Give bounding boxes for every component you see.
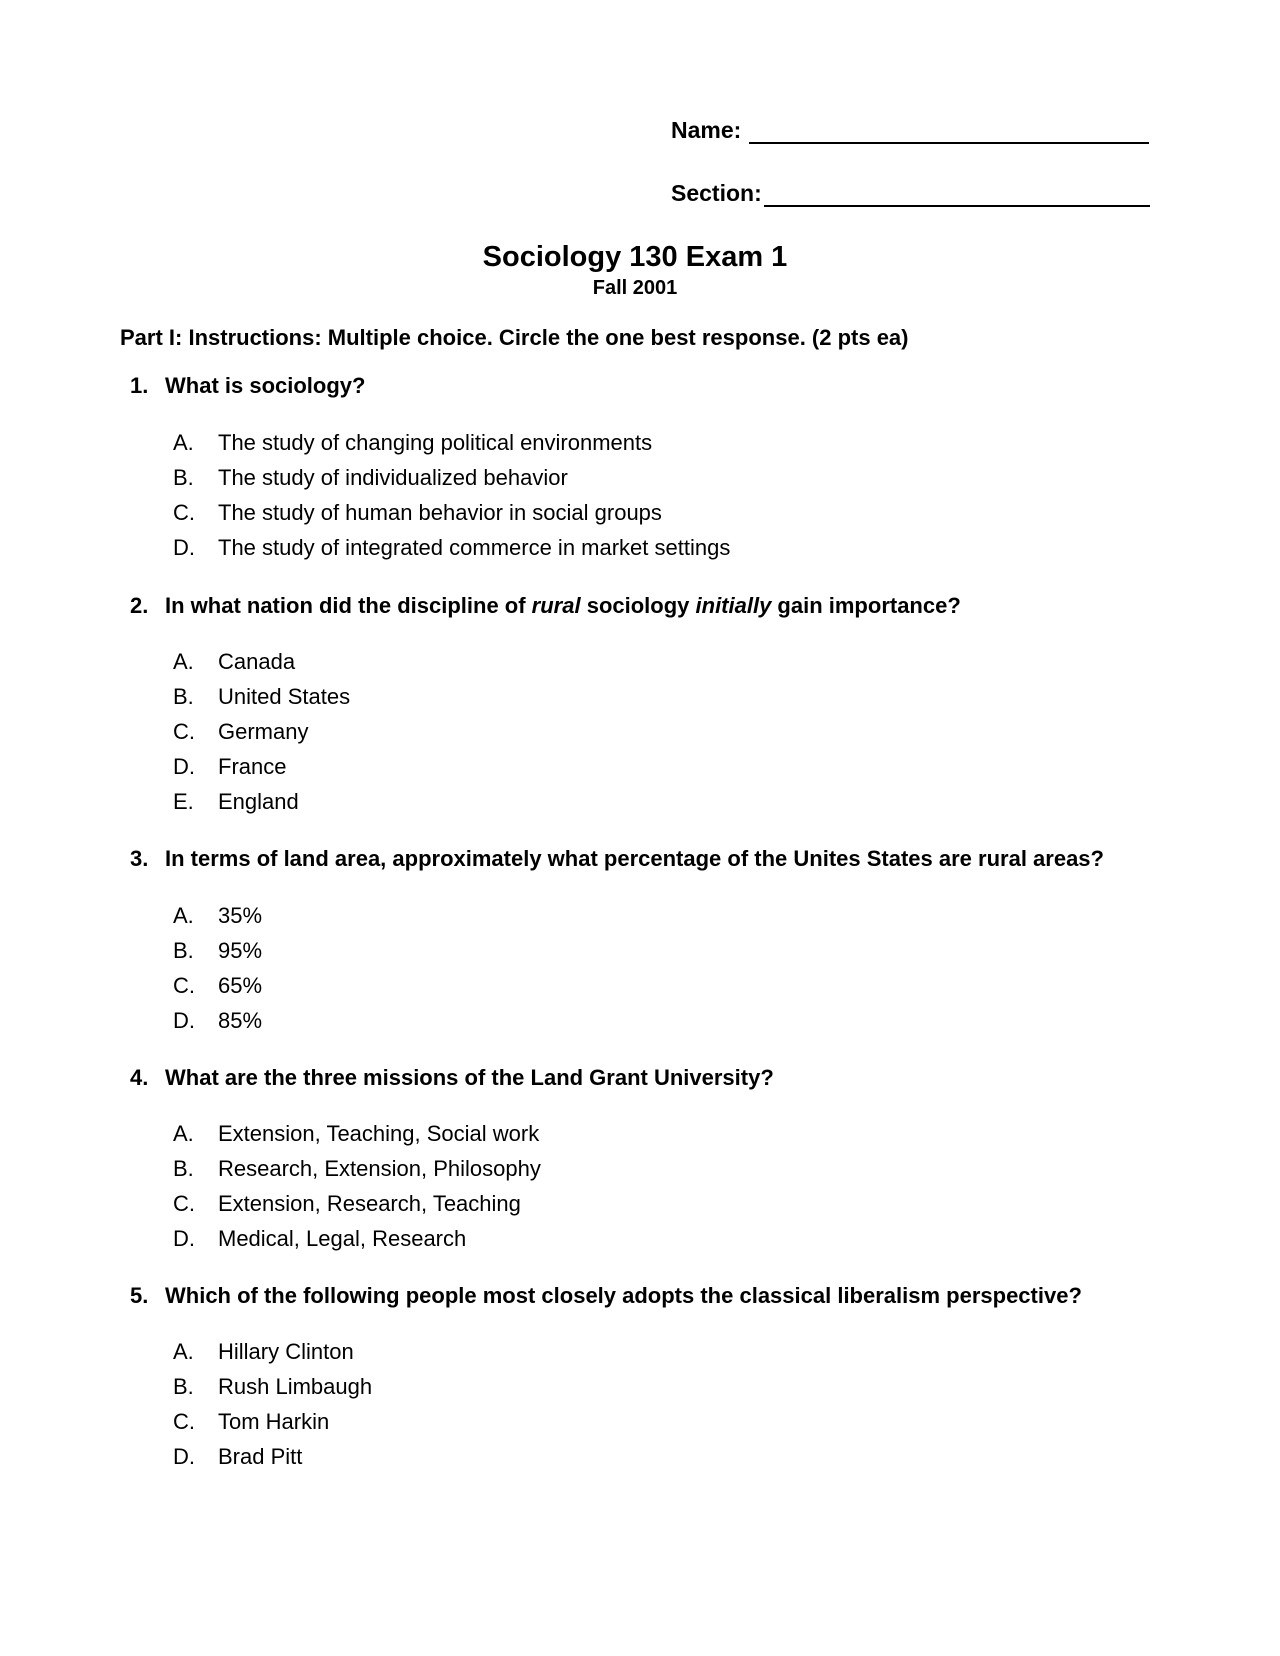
option-5a[interactable] bbox=[173, 1339, 354, 1365]
option-text: Rush Limbaugh bbox=[218, 1374, 373, 1399]
option-label: C. bbox=[173, 1409, 195, 1434]
option-label: A. bbox=[173, 1339, 194, 1364]
question-2 bbox=[130, 593, 961, 619]
option-label: B. bbox=[173, 1374, 194, 1399]
option-label: C. bbox=[173, 1191, 195, 1216]
question-4 bbox=[130, 1065, 774, 1091]
section-field bbox=[671, 180, 1150, 207]
option-3d[interactable] bbox=[173, 1008, 262, 1034]
option-4d[interactable] bbox=[173, 1226, 466, 1252]
option-label: D. bbox=[173, 535, 195, 560]
option-text: England bbox=[218, 789, 299, 814]
option-2d[interactable] bbox=[173, 754, 286, 780]
option-text: Hillary Clinton bbox=[218, 1339, 354, 1364]
option-text: Extension, Research, Teaching bbox=[218, 1191, 521, 1216]
question-number: 1. bbox=[130, 373, 149, 398]
option-4b[interactable] bbox=[173, 1156, 541, 1182]
option-label: D. bbox=[173, 1226, 195, 1251]
option-label: A. bbox=[173, 649, 194, 674]
name-field bbox=[671, 117, 1149, 144]
option-label: C. bbox=[173, 973, 195, 998]
question-text: What are the three missions of the Land Grant University? bbox=[165, 1065, 774, 1090]
question-5 bbox=[130, 1283, 1082, 1309]
question-text: What is sociology? bbox=[165, 373, 366, 398]
option-label: C. bbox=[173, 719, 195, 744]
question-number: 3. bbox=[130, 846, 149, 871]
option-text: Research, Extension, Philosophy bbox=[218, 1156, 541, 1181]
option-label: D. bbox=[173, 1444, 195, 1469]
option-text: 95% bbox=[218, 938, 263, 963]
option-text: 85% bbox=[218, 1008, 263, 1033]
option-4a[interactable] bbox=[173, 1121, 539, 1147]
exam-term: Fall 2001 bbox=[592, 277, 678, 299]
option-text: United States bbox=[218, 684, 351, 709]
option-label: E. bbox=[173, 789, 194, 814]
option-1a[interactable] bbox=[173, 430, 652, 456]
section-blank-line[interactable] bbox=[764, 183, 1150, 207]
option-text: Canada bbox=[218, 649, 296, 674]
option-label: B. bbox=[173, 684, 194, 709]
option-5b[interactable] bbox=[173, 1374, 372, 1400]
option-2c[interactable] bbox=[173, 719, 308, 745]
option-3b[interactable] bbox=[173, 938, 262, 964]
option-label: A. bbox=[173, 903, 194, 928]
option-4c[interactable] bbox=[173, 1191, 521, 1217]
name-blank-line[interactable] bbox=[749, 120, 1149, 144]
option-text: Medical, Legal, Research bbox=[218, 1226, 467, 1251]
option-1c[interactable] bbox=[173, 500, 662, 526]
option-label: A. bbox=[173, 430, 194, 455]
option-text: Extension, Teaching, Social work bbox=[218, 1121, 540, 1146]
question-number: 5. bbox=[130, 1283, 149, 1308]
option-label: A. bbox=[173, 1121, 194, 1146]
option-1b[interactable] bbox=[173, 465, 568, 491]
question-text: Which of the following people most closely adopts the classical liberalism perspective? bbox=[165, 1283, 1082, 1308]
option-2e[interactable] bbox=[173, 789, 299, 815]
option-5c[interactable] bbox=[173, 1409, 329, 1435]
emphasis-initially: initially bbox=[695, 593, 772, 618]
question-1 bbox=[130, 373, 365, 399]
option-3a[interactable] bbox=[173, 903, 262, 929]
option-text: The study of individualized behavior bbox=[218, 465, 568, 490]
option-text: 35% bbox=[218, 903, 263, 928]
question-number: 4. bbox=[130, 1065, 149, 1090]
option-label: B. bbox=[173, 465, 194, 490]
question-text: In terms of land area, approximately what percentage of the Unites States are rural areas? bbox=[165, 846, 1104, 871]
option-text: France bbox=[218, 754, 287, 779]
option-label: D. bbox=[173, 754, 195, 779]
option-3c[interactable] bbox=[173, 973, 262, 999]
section-label: Section: bbox=[671, 180, 762, 206]
option-text: The study of changing political environments bbox=[218, 430, 653, 455]
exam-title: Sociology 130 Exam 1 bbox=[482, 241, 788, 273]
option-text: 65% bbox=[218, 973, 263, 998]
part-instructions: Part I: Instructions: Multiple choice. Circle the one best response. (2 pts ea) bbox=[120, 325, 909, 350]
option-label: B. bbox=[173, 938, 194, 963]
name-label: Name: bbox=[671, 117, 742, 143]
option-2a[interactable] bbox=[173, 649, 295, 675]
option-text: The study of integrated commerce in market settings bbox=[218, 535, 731, 560]
option-text: The study of human behavior in social groups bbox=[218, 500, 662, 525]
question-number: 2. bbox=[130, 593, 149, 618]
emphasis-rural: rural bbox=[531, 593, 581, 618]
option-label: B. bbox=[173, 1156, 194, 1181]
option-text: Brad Pitt bbox=[218, 1444, 303, 1469]
option-label: D. bbox=[173, 1008, 195, 1033]
question-text: In what nation did the discipline of rural sociology initially gain importance? bbox=[165, 593, 961, 618]
option-2b[interactable] bbox=[173, 684, 350, 710]
option-text: Germany bbox=[218, 719, 309, 744]
option-text: Tom Harkin bbox=[218, 1409, 330, 1434]
option-label: C. bbox=[173, 500, 195, 525]
option-5d[interactable] bbox=[173, 1444, 302, 1470]
option-1d[interactable] bbox=[173, 535, 730, 561]
question-3 bbox=[130, 846, 1104, 872]
